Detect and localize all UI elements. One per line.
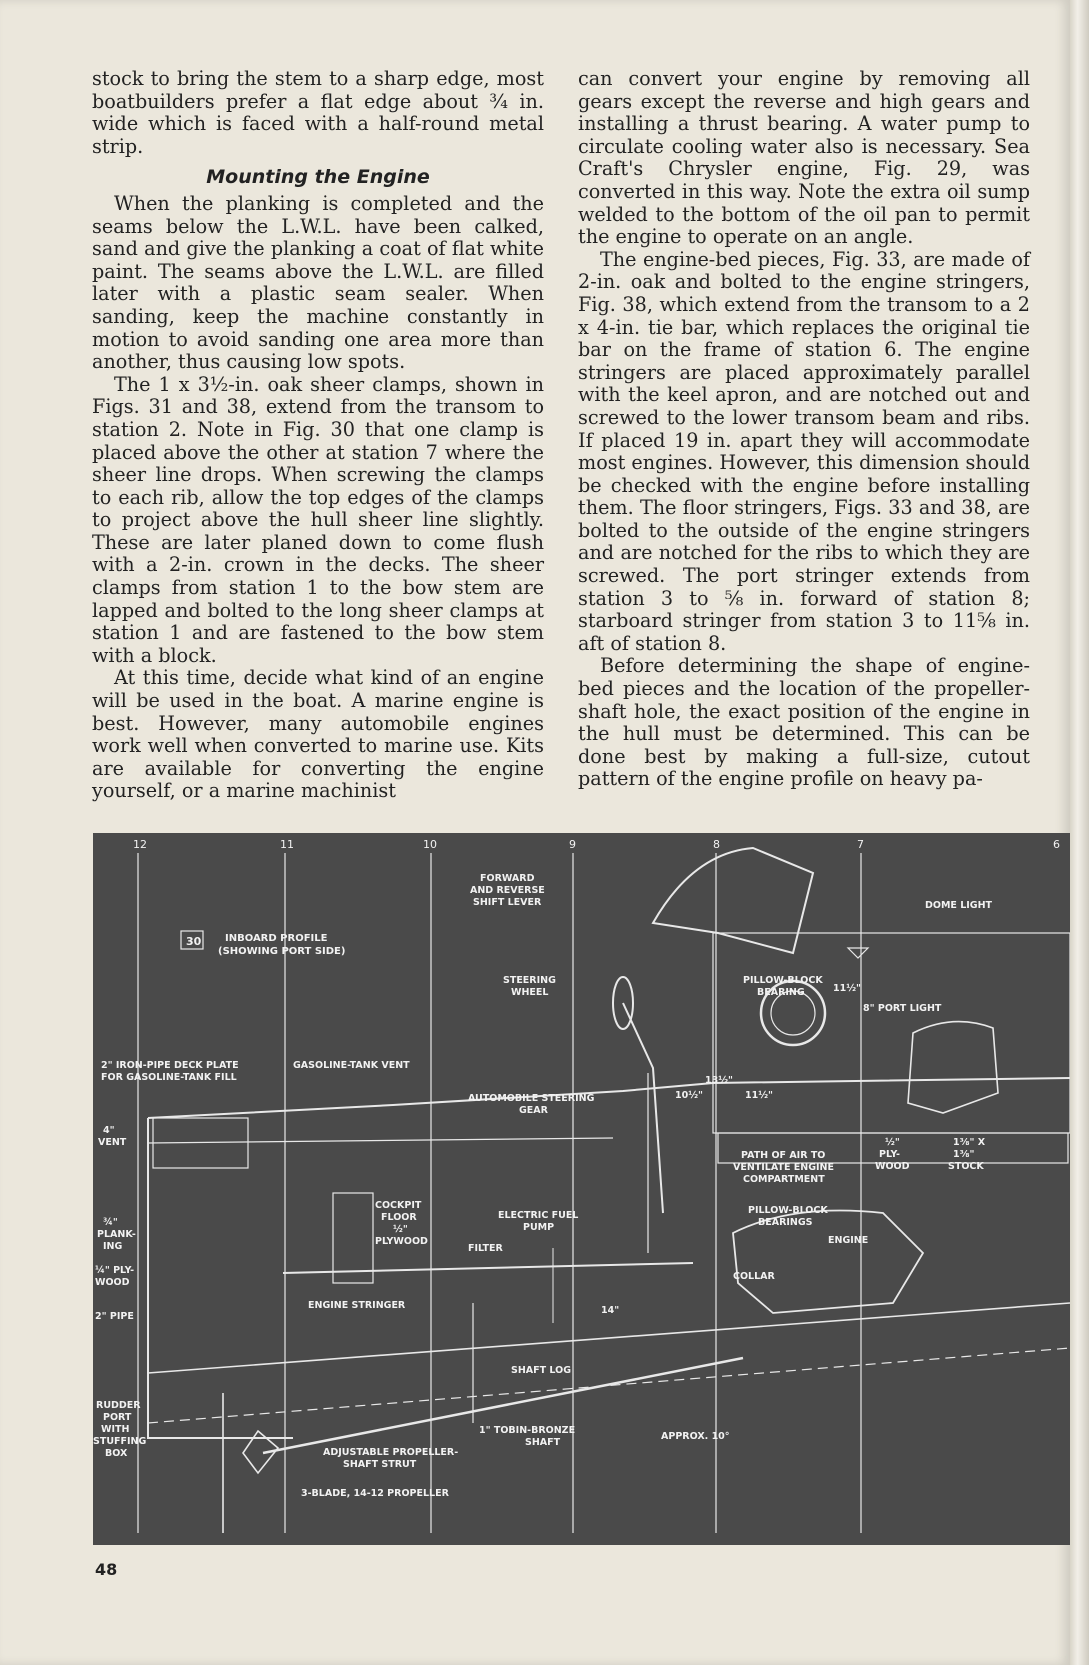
station-10: 10 xyxy=(423,838,437,851)
label-tobin-shaft-2: SHAFT xyxy=(525,1437,561,1448)
label-fuel-pump-1: ELECTRIC FUEL xyxy=(498,1210,579,1221)
page-number: 48 xyxy=(95,1560,118,1579)
label-dim-14: 14" xyxy=(601,1305,620,1316)
label-planking-2: PLANK- xyxy=(97,1229,136,1240)
label-cockpit-1: COCKPIT xyxy=(375,1200,422,1211)
left-paragraph-3: The 1 x 3½-in. oak sheer clamps, shown in Figs. 31 and 38, extend from the transom to station 2. Note in Fig. 30 that one clamp is placed above the other at station 7 where the sheer line drops. When screwing the clamps to each rib, allow the top edges of the clamps to project above the hull sheer line slightly. These are later planed down to come flush with a 2-in. crown in the decks. The sheer clamps from station 1 to the bow stem are lapped and bolted to the long sheer clamps at station 1 and are fastened to the bow stem with a block. xyxy=(92,372,544,667)
transom xyxy=(148,1118,293,1438)
page-edge xyxy=(1070,0,1089,1665)
label-air-1: PATH OF AIR TO xyxy=(741,1150,826,1161)
left-paragraph-2: When the planking is completed and the seams below the L.W.L. have been calked, sand and give the planking a coat of flat white paint. The seams above the L.W.L. are filled later with a plastic seam sealer. When sanding, keep the machine constantly in motion to avoid sanding one area more than another, thus causing low spots. xyxy=(92,191,544,374)
figure-number: 30 xyxy=(186,935,202,948)
label-planking-3: ING xyxy=(103,1241,123,1252)
right-column xyxy=(578,68,1030,791)
label-rudder-2: PORT xyxy=(103,1412,132,1423)
deck-line xyxy=(148,1138,613,1143)
figure-subtitle: (SHOWING PORT SIDE) xyxy=(218,946,346,957)
inboard-profile-figure xyxy=(93,833,1070,1545)
label-air-2: VENTILATE ENGINE xyxy=(733,1162,834,1173)
label-dim-10half: 10½" xyxy=(675,1090,704,1101)
label-tobin-shaft-1: 1" TOBIN-BRONZE xyxy=(479,1425,576,1436)
label-approx-angle: APPROX. 10° xyxy=(661,1431,730,1442)
label-rudder-5: BOX xyxy=(105,1448,128,1459)
label-ply-3: WOOD xyxy=(875,1161,910,1172)
label-rudder-1: RUDDER xyxy=(96,1400,141,1411)
label-shift-1: FORWARD xyxy=(480,873,535,884)
label-dome-light: DOME LIGHT xyxy=(925,900,993,911)
label-filter: FILTER xyxy=(468,1243,503,1254)
label-shift-2: AND REVERSE xyxy=(470,885,545,896)
cockpit-floor xyxy=(283,1263,693,1273)
sheer-line xyxy=(148,1078,1070,1118)
label-ply-1: ½" xyxy=(885,1137,900,1148)
label-dim-13half: 13½" xyxy=(705,1075,734,1086)
station-11: 11 xyxy=(280,838,294,851)
label-planking-1: ¾" xyxy=(103,1217,118,1228)
label-fuel-pump-2: PUMP xyxy=(523,1222,555,1233)
label-steering-gear-2: GEAR xyxy=(519,1105,548,1116)
label-deck-plate-2: FOR GASOLINE-TANK FILL xyxy=(101,1072,237,1083)
label-propeller: 3-BLADE, 14-12 PROPELLER xyxy=(301,1488,449,1499)
left-paragraph-4: At this time, decide what kind of an engine will be used in the boat. A marine engine is best. However, many automobile engines work well when converted to marine use. Kits are available for converting the engine yourself, or a marine machinist xyxy=(92,666,544,803)
label-deck-plate-1: 2" IRON-PIPE DECK PLATE xyxy=(101,1060,239,1071)
label-engine: ENGINE xyxy=(828,1235,869,1246)
label-steering-2: WHEEL xyxy=(511,987,549,998)
label-collar: COLLAR xyxy=(733,1271,775,1282)
station-9: 9 xyxy=(569,838,576,851)
label-stock-1: 1⅜" X xyxy=(953,1137,986,1148)
label-air-3: COMPARTMENT xyxy=(743,1174,825,1185)
figure-title: INBOARD PROFILE xyxy=(225,933,328,944)
label-vent: VENT xyxy=(98,1137,127,1148)
dome-light xyxy=(848,948,868,958)
label-shift-3: SHIFT LEVER xyxy=(473,897,542,908)
label-cockpit-3: ½" xyxy=(393,1224,408,1235)
label-pipe: 2" PIPE xyxy=(95,1311,134,1322)
station-12: 12 xyxy=(133,838,147,851)
label-dim-11half: 11½" xyxy=(833,983,862,994)
label-cockpit-2: FLOOR xyxy=(381,1212,417,1223)
left-paragraph-1: stock to bring the stem to a sharp edge, most boatbuilders prefer a flat edge about ¾ in. wide which is faced with a half-round metal strip. xyxy=(92,67,544,158)
label-rudder-3: WITH xyxy=(101,1424,130,1435)
label-pillow-2: BEARING xyxy=(757,987,805,998)
label-ply-2: PLY- xyxy=(879,1149,900,1160)
blueprint-drawing xyxy=(93,833,1070,1545)
cockpit-support xyxy=(333,1193,373,1283)
label-stock-2: 1⅜" xyxy=(953,1149,975,1160)
right-paragraph-1: can convert your engine by removing all gears except the reverse and high gears and installing a thrust bearing. A water pump to circulate cooling water also is necessary. Sea Craft's Chrysler engine, Fig. 29, was converted in this way. Note the extra oil sump welded to the bottom of the oil pan to permit the engine to operate on an angle. xyxy=(578,67,1030,249)
label-pillow-3: PILLOW-BLOCK xyxy=(748,1205,828,1216)
station-8: 8 xyxy=(713,838,720,851)
label-plywood-1: ¼" PLY- xyxy=(95,1265,135,1276)
label-strut-1: ADJUSTABLE PROPELLER- xyxy=(323,1447,459,1458)
label-plywood-2: WOOD xyxy=(95,1277,130,1288)
label-steering-1: STEERING xyxy=(503,975,556,986)
station-7: 7 xyxy=(857,838,864,851)
label-port-light: 8" PORT LIGHT xyxy=(863,1003,942,1014)
label-cockpit-4: PLYWOOD xyxy=(375,1236,428,1247)
seat xyxy=(908,1022,998,1113)
section-heading: Mounting the Engine xyxy=(206,166,430,189)
label-gas-vent: GASOLINE-TANK VENT xyxy=(293,1060,410,1071)
label-dim-11half-b: 11½" xyxy=(745,1090,774,1101)
label-strut-2: SHAFT STRUT xyxy=(343,1459,417,1470)
windshield xyxy=(653,848,813,953)
label-steering-gear-1: AUTOMOBILE STEERING xyxy=(468,1093,595,1104)
label-pillow-4: BEARINGS xyxy=(758,1217,813,1228)
label-engine-stringer: ENGINE STRINGER xyxy=(308,1300,406,1311)
label-rudder-4: STUFFING xyxy=(93,1436,147,1447)
right-paragraph-2: The engine-bed pieces, Fig. 33, are made of 2-in. oak and bolted to the engine stringers, Fig. 38, which extend from the transom to a 2 x 4-in. tie bar, which replaces the original tie bar on the frame of station 6. The engine stringers are placed approximately parallel with the keel apron, and are notched out and screwed to the lower transom beam and ribs. If placed 19 in. apart they will accommodate most engines. However, this dimension should be checked with the engine before installing them. The floor stringers, Figs. 33 and 38, are bolted to the outside of the engine stringers and are notched for the ribs to which they are screwed. The port stringer extends from station 3 to ⅝ in. forward of station 8; starboard stringer from station 3 to 11⅝ in. aft of station 8. xyxy=(578,247,1030,655)
label-shaft-log: SHAFT LOG xyxy=(511,1365,572,1376)
left-column xyxy=(92,68,544,803)
label-stock-3: STOCK xyxy=(948,1161,984,1172)
label-pillow-1: PILLOW-BLOCK xyxy=(743,975,823,986)
steering-column xyxy=(623,1003,663,1213)
station-6: 6 xyxy=(1053,838,1060,851)
right-paragraph-3: Before determining the shape of engine-bed pieces and the location of the propeller-shaft hole, the exact position of the engine in the hull must be determined. This can be done best by making a full-size, cutout pattern of the engine profile on heavy pa- xyxy=(578,654,1030,791)
label-vent-size: 4" xyxy=(103,1125,115,1136)
